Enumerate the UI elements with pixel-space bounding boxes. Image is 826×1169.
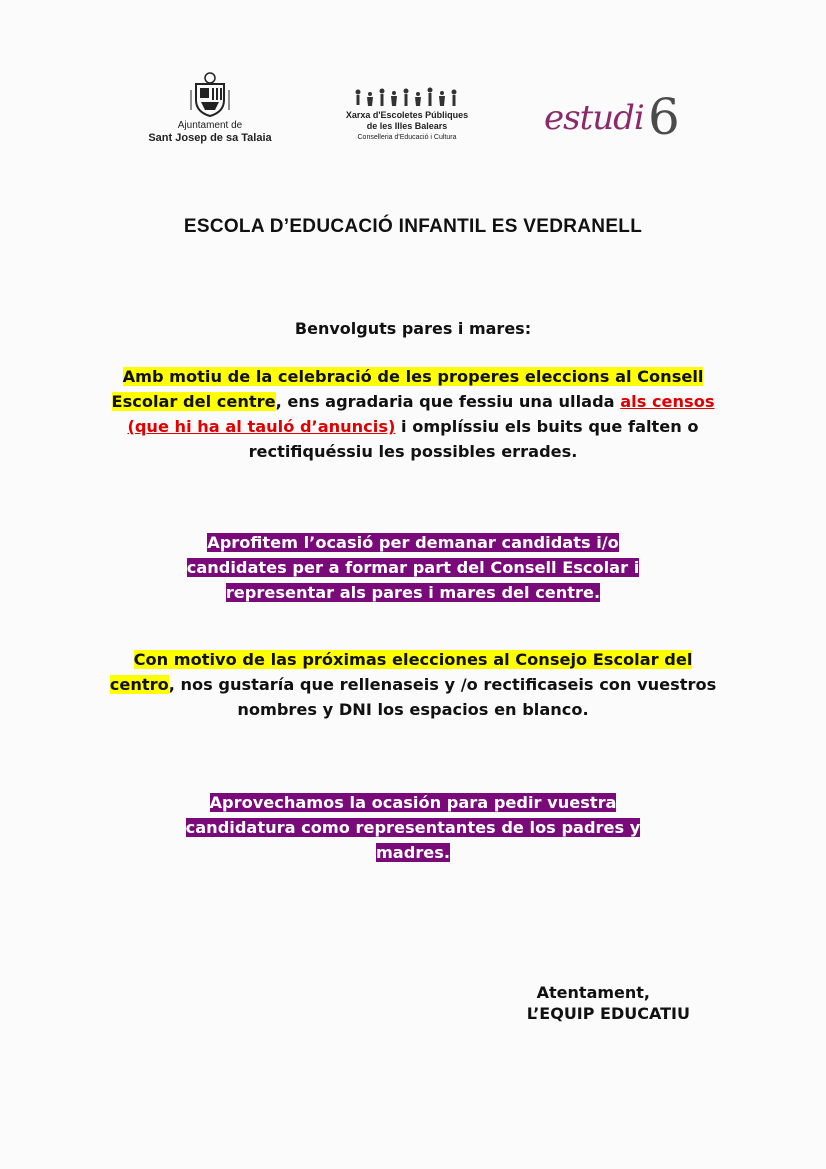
xarxa-line1: Xarxa d'Escoletes Públiques [345, 110, 469, 120]
paragraph-catalan-candidates [100, 530, 726, 605]
closing-salutation: Atentament, [536, 983, 650, 1002]
ajuntament-line1: Ajuntament de [177, 120, 243, 131]
paragraph-spanish-elections [100, 647, 726, 722]
xarxa-logo [332, 86, 482, 144]
greeting: Benvolguts pares i mares: [294, 319, 532, 338]
highlighted-line: madres. [375, 843, 451, 862]
estudi6-logo [540, 88, 690, 152]
highlighted-line: candidatura como representantes de los padres y [185, 818, 641, 837]
ajuntament-logo [140, 70, 280, 145]
xarxa-line3: Conselleria d'Educació i Cultura [357, 134, 457, 141]
paragraph-catalan-elections [100, 364, 726, 464]
page-title: ESCOLA D’EDUCACIÓ INFANTIL ES VEDRANELL [183, 216, 643, 237]
signature-team: L’EQUIP EDUCATIU [526, 1004, 690, 1023]
census-reference-text: als censos (que hi ha al tauló d’anuncis) [127, 392, 715, 436]
highlighted-line: Aprovechamos la ocasión para pedir vuestra [209, 793, 617, 812]
children-figures-icon [352, 86, 462, 108]
paragraph-text: , ens agradaria que fessiu una ullada [275, 392, 621, 411]
estudi6-logo-number: 6 [648, 88, 680, 146]
xarxa-line2: de les Illes Balears [366, 121, 448, 131]
highlighted-line: Aprofitem l’ocasió per demanar candidats i/o [207, 533, 619, 552]
paragraph-text: i omplíssiu els buits que falten o rectifiquéssiu les possibles errades. [248, 417, 699, 461]
estudi6-logo-word: estudi [544, 98, 644, 138]
ajuntament-line2: Sant Josep de sa Talaia [148, 132, 272, 144]
highlighted-line: candidates per a formar part del Consell Escolar i [186, 558, 640, 577]
coat-of-arms-icon [188, 70, 232, 118]
highlighted-text: Amb motiu de la celebració de les properes eleccions al Consell Escolar del centre [111, 367, 704, 411]
paragraph-text: , nos gustaría que rellenaseis y /o rectificaseis con vuestros nombres y DNI los espacios en blanco. [168, 675, 717, 719]
paragraph-spanish-candidates [100, 790, 726, 865]
highlighted-text: Con motivo de las próximas elecciones al Consejo Escolar del centro [109, 650, 693, 694]
highlighted-line: representar als pares i mares del centre. [225, 583, 601, 602]
